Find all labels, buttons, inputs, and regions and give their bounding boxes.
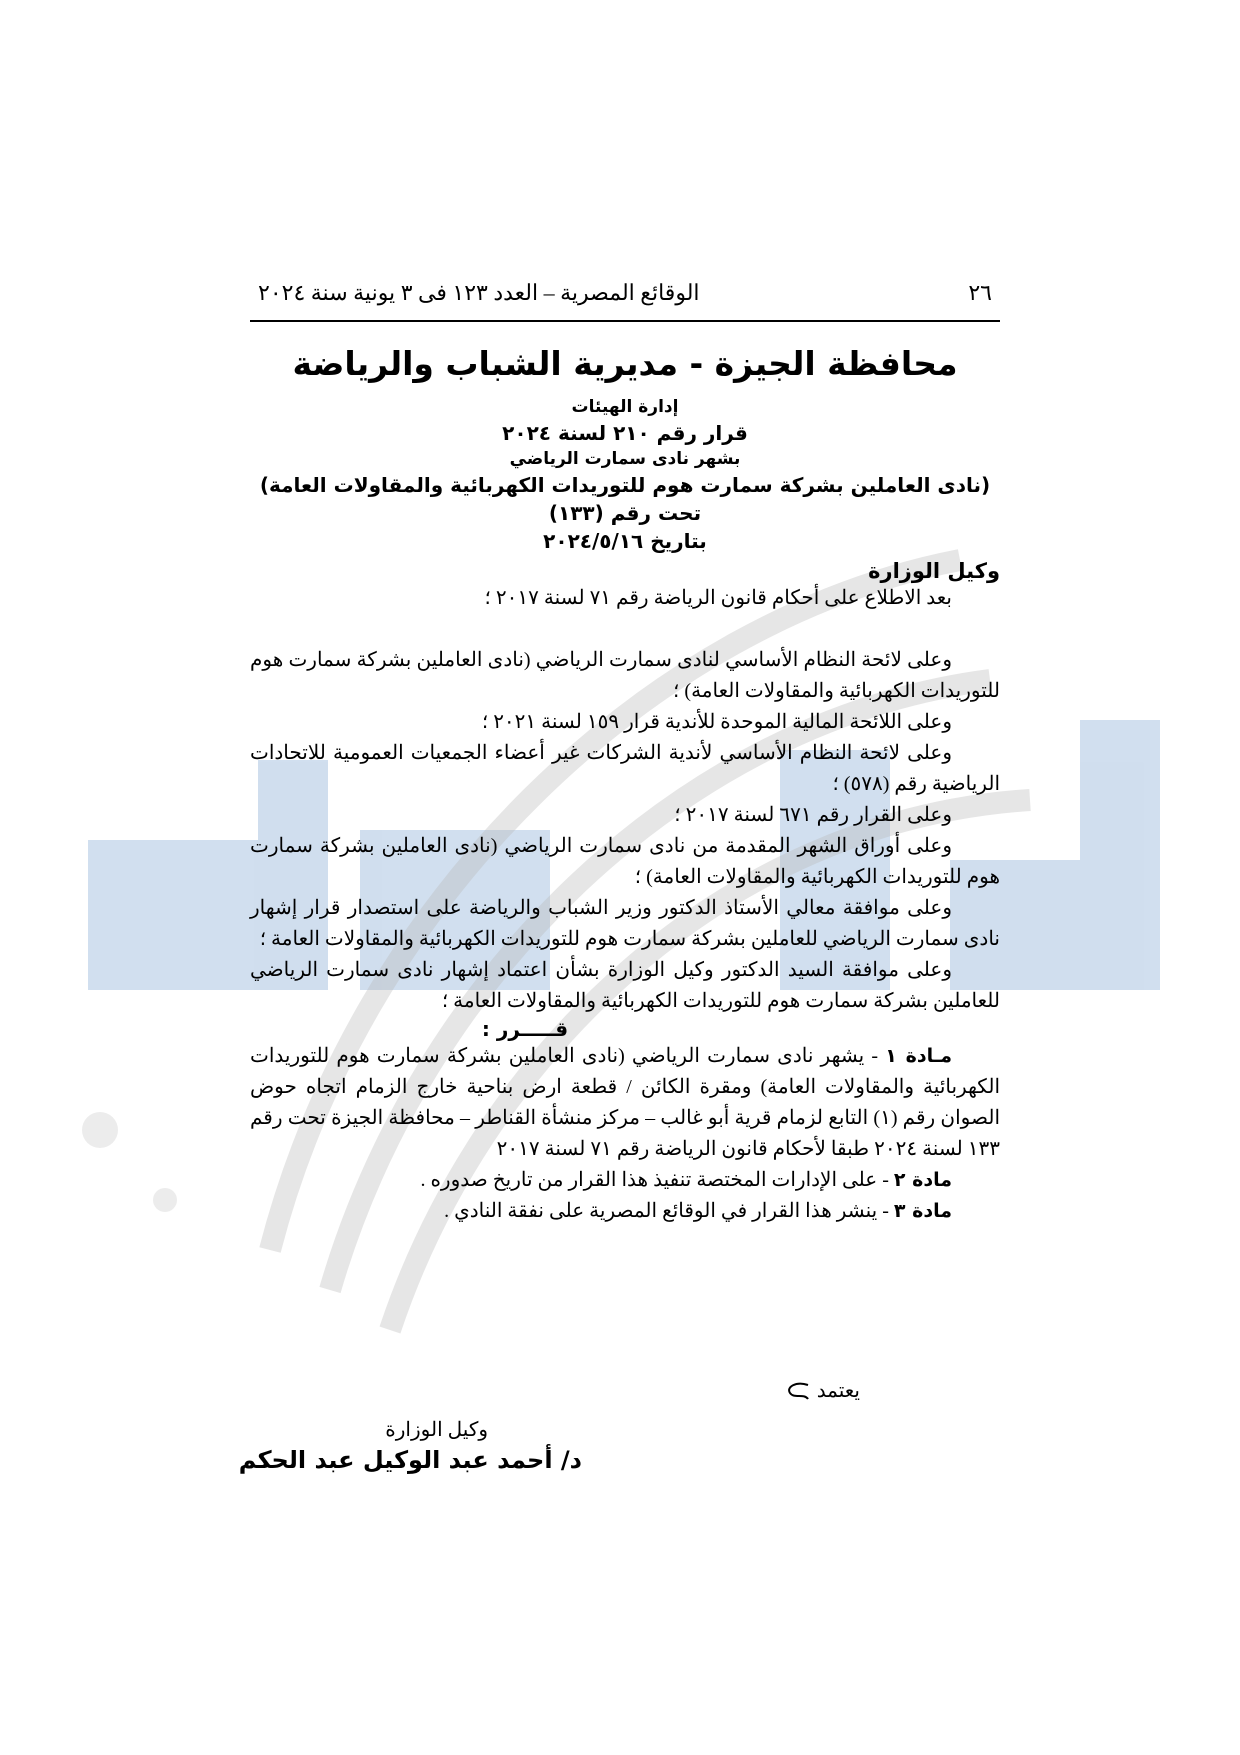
watermark-bar-1 [88,840,258,990]
articles [250,1041,1000,1227]
article-2 [250,1165,1000,1196]
registration-number: تحت رقم (١٣٣) [548,501,702,525]
signatory-role: وكيل الوزارة [385,1419,488,1441]
department-name: إدارة الهيئات [571,397,679,417]
watermark-dot-2 [153,1188,177,1212]
publication-line: الوقائع المصرية – العدد ١٢٣ فى ٣ يونية سنة ٢٠٢٤ [258,280,700,305]
preamble [250,583,1000,1017]
approval-mark [782,1378,860,1403]
decision-number: قرار رقم ٢١٠ لسنة ٢٠٢٤ [502,421,748,445]
preamble-text: وعلى لائحة النظام الأساسي لنادى سمارت الرياضي (نادى العاملين بشركة سمارت هوم للتوريدات الكهربائية والمقاولات العامة) ؛ [250,649,1000,702]
issuer-heading: وكيل الوزارة [868,559,1000,583]
preamble-item: وعلى اللائحة المالية الموحدة للأندية قرار ١٥٩ لسنة ٢٠٢١ ؛ [481,711,952,733]
preamble-item: وعلى القرار رقم ٦٧١ لسنة ٢٠١٧ ؛ [674,804,952,826]
signatory-name: د/ أحمد عبد الوكيل عبد الحكم [238,1446,582,1474]
header-rule [250,320,1000,322]
preamble-item: بعد الاطلاع على أحكام قانون الرياضة رقم ٧١ لسنة ٢٠١٧ ؛ [484,587,952,609]
decision-subject: بشهر نادى سمارت الرياضي [509,449,741,469]
page-header [250,280,1000,320]
approved-label: يعتمد [816,1380,860,1402]
preamble-item [250,614,1000,707]
article-1 [250,1041,1000,1165]
page-number: ٢٦ [968,280,992,305]
article-text: - يشهر نادى سمارت الرياضي (نادى العاملين بشركة سمارت هوم للتوريدات الكهربائية والمقاولات العامة) ومقرة الكائن / قطعة ارض بناحية خارج الزمام اتجاه حوض الصوان رقم (١) التابع لزمام قرية أبو غالب – مركز منشأة القناطر – محافظة الجيزة تحت رقم ١٣٣ لسنة ٢٠٢٤ طبقا لأحكام قانون الرياضة رقم ٧١ لسنة ٢٠١٧ [250,1045,1000,1160]
preamble-item: وعلى موافقة السيد الدكتور وكيل الوزارة بشأن اعتماد إشهار نادى سمارت الرياضي للعاملين بشركة سمارت هوم للتوريدات الكهربائية والمقاولات العامة ؛ [250,959,1000,1012]
article-text: - على الإدارات المختصة تنفيذ هذا القرار من تاريخ صدوره . [420,1169,889,1191]
preamble-item: وعلى موافقة معالي الأستاذ الدكتور وزير الشباب والرياضة على استصدار قرار إشهار نادى سمارت الرياضي للعاملين بشركة سمارت هوم للتوريدات الكهربائية والمقاولات العامة ؛ [250,897,1000,950]
watermark-bar-5 [1080,720,1160,990]
watermark-dot-1 [82,1112,118,1148]
article-label: مـادة ١ [885,1045,952,1067]
decided-heading: قـــــرر : [481,1017,569,1041]
club-full-name: (نادى العاملين بشركة سمارت هوم للتوريدات الكهربائية والمقاولات العامة) [259,473,991,497]
article-label: مادة ٢ [893,1169,952,1191]
signature-scribble-icon [782,1381,812,1403]
article-text: - ينشر هذا القرار في الوقائع المصرية على نفقة النادي . [444,1200,889,1222]
decision-date: بتاريخ ٢٠٢٤/٥/١٦ [543,529,707,553]
article-3 [250,1196,1000,1227]
article-label: مادة ٣ [893,1200,952,1222]
gazette-page [250,280,1000,1227]
preamble-item: وعلى لائحة النظام الأساسي لأندية الشركات غير أعضاء الجمعيات العمومية للاتحادات الرياضية رقم (٥٧٨) ؛ [250,742,1000,795]
authority-title: محافظة الجيزة - مديرية الشباب والرياضة [292,344,958,383]
preamble-item: وعلى أوراق الشهر المقدمة من نادى سمارت الرياضي (نادى العاملين بشركة سمارت هوم للتوريدات الكهربائية والمقاولات العامة) ؛ [250,835,1000,888]
